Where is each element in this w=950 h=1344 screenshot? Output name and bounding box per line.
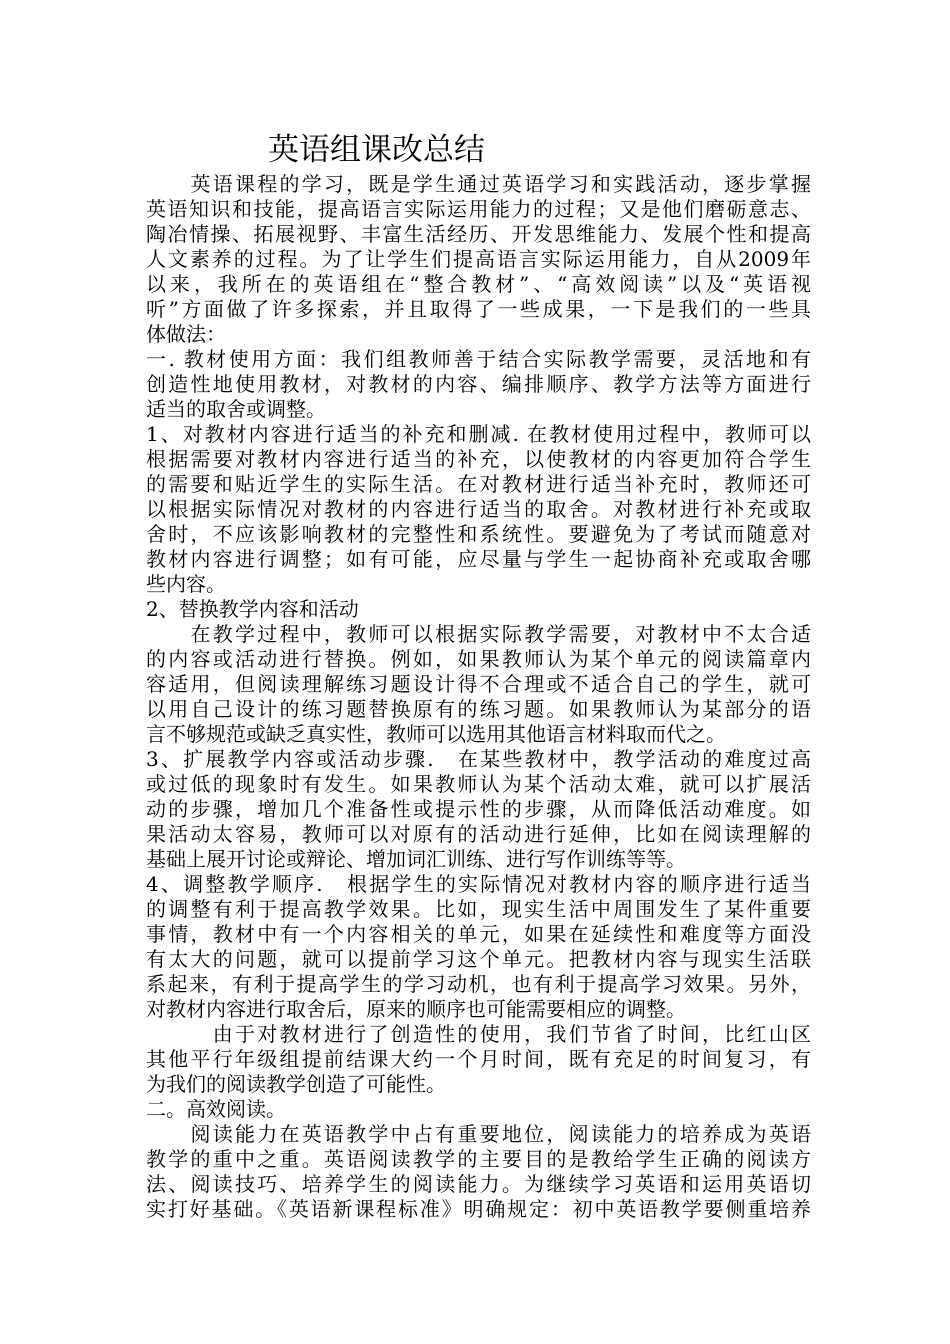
text-line: 一. 教材使用方面：我们组教师善于结合实际教学需要，灵活地和有 [146, 347, 811, 371]
text-line: 舍时，不应该影响教材的完整性和系统性。要避免为了考试而随意对 [146, 522, 811, 546]
text-line: 的需要和贴近学生的实际生活。在对教材进行适当补充时，教师还可 [146, 472, 811, 496]
text-line: 以根据实际情况对教材的内容进行适当的取舍。对教材进行补充或取 [146, 497, 811, 521]
text-line: 英语知识和技能，提高语言实际运用能力的过程；又是他们磨砺意志、 [146, 197, 811, 221]
text-line: 4、调整教学顺序. 根据学生的实际情况对教材内容的顺序进行适当 [146, 872, 811, 896]
text-line: 人文素养的过程。为了让学生们提高语言实际运用能力，自从2009年 [146, 247, 811, 271]
text-line: 基础上展开讨论或辩论、增加词汇训练、进行写作训练等等。 [146, 847, 686, 871]
text-line: 适当的取舍或调整。 [146, 397, 326, 421]
text-line: 以来，我所在的英语组在“整合教材”、“高效阅读”以及“英语视 [146, 272, 811, 296]
text-line: 根据需要对教材内容进行适当的补充，以使教材的内容更加符合学生 [146, 447, 811, 471]
text-line: 体做法： [146, 322, 226, 346]
text-line: 阅读能力在英语教学中占有重要地位，阅读能力的培养成为英语 [146, 1122, 811, 1146]
document-body [146, 172, 811, 1222]
text-line: 听”方面做了许多探索，并且取得了一些成果，一下是我们的一些具 [146, 297, 811, 321]
text-line: 2、替换教学内容和活动 [146, 597, 359, 621]
text-line: 的内容或活动进行替换。例如，如果教师认为某个单元的阅读篇章内 [146, 647, 811, 671]
text-line: 以用自己设计的练习题替换原有的练习题。如果教师认为某部分的语 [146, 697, 811, 721]
text-line: 其他平行年级组提前结课大约一个月时间，既有充足的时间复习，有 [146, 1047, 811, 1071]
text-line: 3、扩展教学内容或活动步骤. 在某些教材中，教学活动的难度过高 [146, 747, 811, 771]
document-title: 英语组课改总结 [268, 132, 485, 168]
text-line: 教材内容进行调整；如有可能，应尽量与学生一起协商补充或取舍哪 [146, 547, 811, 571]
text-line: 有太大的问题，就可以提前学习这个单元。把教材内容与现实生活联 [146, 947, 811, 971]
text-line: 1、对教材内容进行适当的补充和删减. 在教材使用过程中，教师可以 [146, 422, 811, 446]
text-line: 对教材内容进行取舍后，原来的顺序也可能需要相应的调整。 [146, 997, 686, 1021]
text-line: 法、阅读技巧、培养学生的阅读能力。为继续学习英语和运用英语切 [146, 1172, 811, 1196]
text-line: 果活动太容易，教师可以对原有的活动进行延伸，比如在阅读理解的 [146, 822, 811, 846]
text-line: 由于对教材进行了创造性的使用，我们节省了时间，比红山区 [146, 1022, 811, 1046]
text-line: 动的步骤，增加几个准备性或提示性的步骤，从而降低活动难度。如 [146, 797, 811, 821]
text-line: 或过低的现象时有发生。如果教师认为某个活动太难，就可以扩展活 [146, 772, 811, 796]
text-line: 实打好基础。《英语新课程标准》明确规定：初中英语教学要侧重培养 [146, 1197, 811, 1221]
text-line: 事情，教材中有一个内容相关的单元，如果在延续性和难度等方面没 [146, 922, 811, 946]
text-line: 容适用，但阅读理解练习题设计得不合理或不适合自己的学生，就可 [146, 672, 811, 696]
text-line: 的调整有利于提高教学效果。比如，现实生活中周围发生了某件重要 [146, 897, 811, 921]
text-line: 英语课程的学习，既是学生通过英语学习和实践活动，逐步掌握 [146, 172, 811, 196]
text-line: 为我们的阅读教学创造了可能性。 [146, 1072, 446, 1096]
text-line: 二。高效阅读。 [146, 1097, 286, 1121]
text-line: 陶冶情操、拓展视野、丰富生活经历、开发思维能力、发展个性和提高 [146, 222, 811, 246]
text-line: 系起来，有利于提高学生的学习动机，也有利于提高学习效果。另外， [146, 972, 811, 996]
text-line: 些内容。 [146, 572, 226, 596]
text-line: 教学的重中之重。英语阅读教学的主要目的是教给学生正确的阅读方 [146, 1147, 811, 1171]
text-line: 在教学过程中，教师可以根据实际教学需要，对教材中不太合适 [146, 622, 811, 646]
text-line: 创造性地使用教材，对教材的内容、编排顺序、教学方法等方面进行 [146, 372, 811, 396]
text-line: 言不够规范或缺乏真实性，教师可以选用其他语言材料取而代之。 [146, 722, 726, 746]
